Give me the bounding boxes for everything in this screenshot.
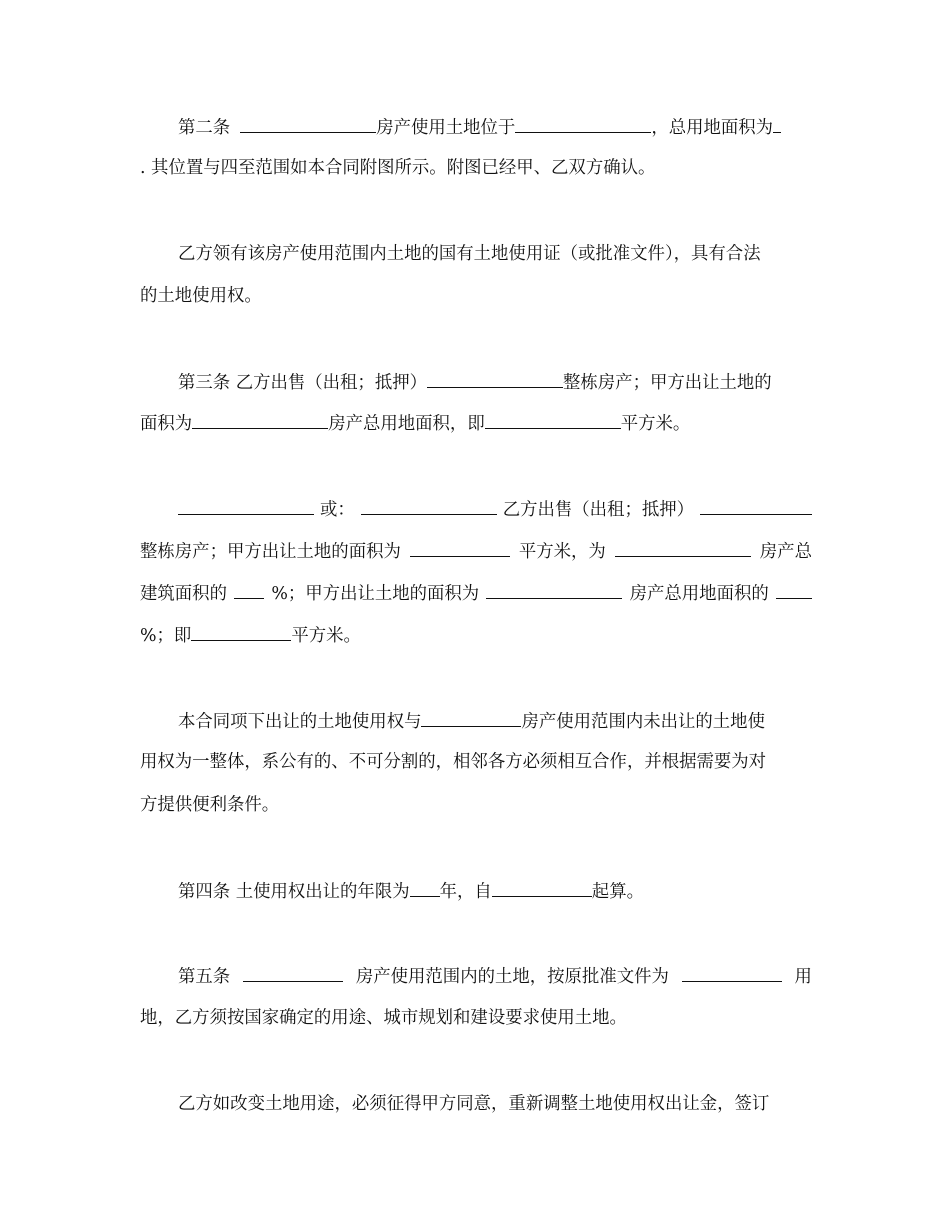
text-segment: 用权为一整体，系公有的、不可分割的，相邻各方必须相互合作，并根据需要为对 — [140, 752, 767, 772]
land-right-line-2 — [140, 283, 812, 309]
text-segment: 面积为 — [140, 414, 193, 434]
fill-blank — [421, 707, 521, 727]
fill-blank — [492, 877, 592, 897]
text-segment: 地，乙方须按国家确定的用途、城市规划和建设要求使用土地。 — [140, 1008, 627, 1028]
text-segment: 房产总用地面积，即 — [328, 414, 485, 434]
text-segment: 建筑面积的 — [140, 584, 227, 604]
fill-blank — [515, 113, 651, 133]
fill-blank — [773, 113, 781, 133]
alternative-line-2 — [140, 537, 812, 563]
article-3-line-2 — [140, 409, 812, 435]
fill-blank — [776, 579, 812, 599]
text-segment: ，总用地面积为 — [651, 118, 774, 138]
text-segment: 平方米。 — [620, 414, 691, 434]
fill-blank — [243, 962, 343, 982]
text-segment: 第三条 乙方出售（出租；抵押） — [178, 373, 427, 393]
text-segment: 房产总 — [759, 542, 812, 562]
text-segment: . 其位置与四至范围如本合同附图所示。附图已经甲、乙双方确认。 — [140, 158, 656, 178]
article-5-line-2 — [140, 1005, 812, 1031]
text-segment: 房产总用地面积的 — [629, 584, 769, 604]
shared-use-line-2 — [140, 749, 812, 775]
fill-blank — [410, 537, 510, 557]
text-segment: 房产使用土地位于 — [376, 118, 516, 138]
article-3-line-1 — [178, 368, 812, 394]
text-segment: 房产使用范围内未出让的土地使 — [521, 712, 765, 732]
text-segment: 方提供便利条件。 — [140, 795, 280, 815]
fill-blank — [234, 579, 264, 599]
text-segment: 第二条 — [178, 118, 231, 138]
text-segment: 整栋房产；甲方出让土地的 — [563, 373, 772, 393]
text-segment: 或： — [319, 500, 355, 520]
text-segment: 平方米。 — [291, 626, 361, 646]
text-segment: 年，自 — [439, 882, 492, 902]
shared-use-line-1 — [178, 707, 812, 733]
article-5-line-1 — [178, 962, 812, 988]
text-segment: 平方米，为 — [518, 542, 606, 562]
text-segment: 乙方出售（出租；抵押） — [502, 500, 695, 520]
text-segment: 房产使用范围内的土地，按原批准文件为 — [355, 967, 669, 987]
fill-blank — [682, 962, 782, 982]
fill-blank — [615, 537, 751, 557]
land-right-line-1 — [178, 241, 812, 267]
article-2-line-2 — [140, 155, 812, 181]
text-segment: %；甲方出让土地的面积为 — [271, 584, 480, 604]
fill-blank — [361, 495, 497, 515]
text-segment: 第五条 — [178, 967, 231, 987]
text-segment: 乙方如改变土地用途，必须征得甲方同意，重新调整土地使用权出让金，签订 — [178, 1094, 770, 1114]
alternative-line-4 — [140, 621, 812, 647]
text-segment: 整栋房产；甲方出让土地的面积为 — [140, 542, 401, 562]
fill-blank — [191, 621, 291, 641]
text-segment: 本合同项下出让的土地使用权与 — [178, 712, 422, 732]
fill-blank — [178, 495, 314, 515]
shared-use-line-3 — [140, 792, 812, 818]
fill-blank — [485, 409, 621, 429]
text-segment: %；即 — [140, 626, 192, 646]
change-use-line-1 — [178, 1091, 812, 1117]
fill-blank — [700, 495, 812, 515]
fill-blank — [240, 113, 376, 133]
alternative-line-3 — [140, 579, 812, 605]
text-segment: 的土地使用权。 — [140, 286, 262, 306]
fill-blank — [486, 579, 622, 599]
alternative-line-1 — [178, 495, 812, 521]
article-4-line-1 — [178, 877, 812, 903]
text-segment: 乙方领有该房产使用范围内土地的国有土地使用证（或批准文件），具有合法 — [178, 244, 761, 264]
text-segment: 起算。 — [591, 882, 644, 902]
text-segment: 用 — [794, 967, 812, 987]
article-2-line-1 — [178, 113, 812, 139]
fill-blank — [427, 368, 563, 388]
text-segment: 第四条 土使用权出让的年限为 — [178, 882, 410, 902]
fill-blank — [192, 409, 328, 429]
fill-blank — [410, 877, 440, 897]
